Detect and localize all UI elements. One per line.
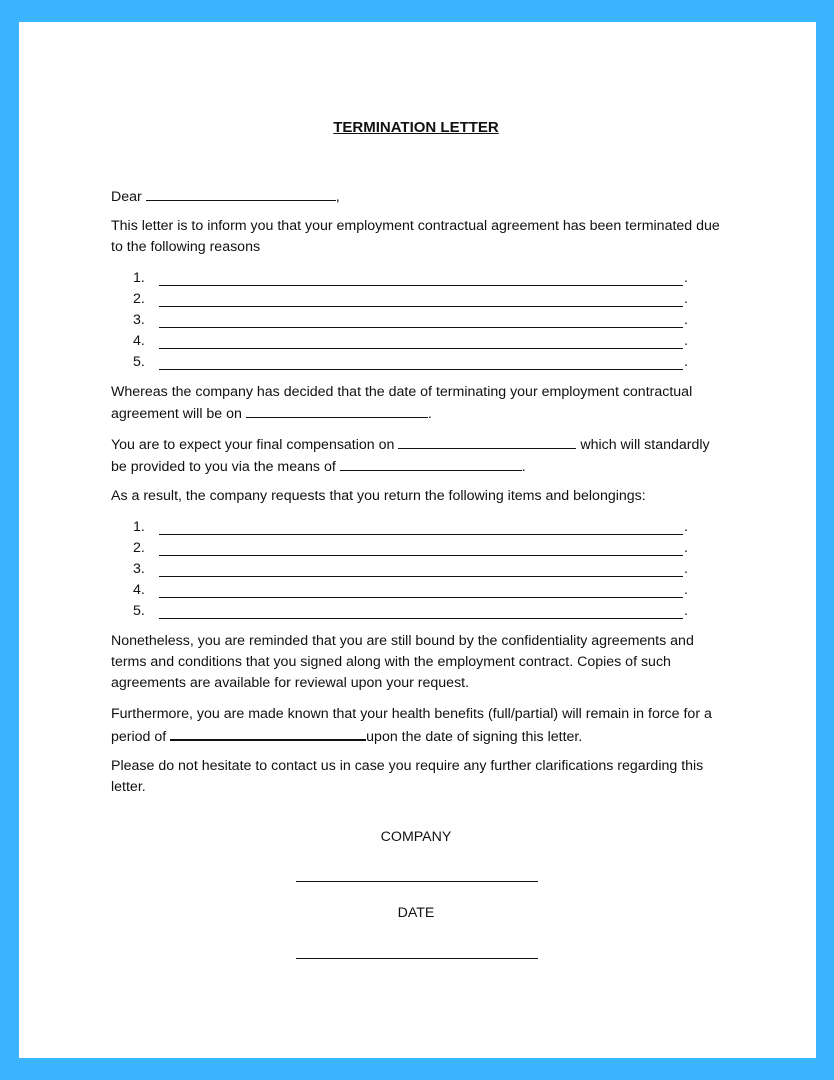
reason-blank[interactable] [159,292,683,307]
termination-date-end: . [427,406,432,422]
compensation-text-before: You are to expect your final compensation on [111,437,395,453]
list-item-number: 5. [133,354,145,370]
letter-page [19,22,816,1058]
list-item [111,268,721,289]
items-list [111,517,721,622]
recipient-name-blank[interactable] [146,186,336,201]
benefits-paragraph [111,704,723,748]
list-item [111,538,721,559]
items-intro-paragraph: As a result, the company requests that you return the following items and belongings: [111,488,646,504]
list-item-end: . [684,603,688,619]
list-item [111,601,721,622]
list-item-end: . [684,540,688,556]
list-item-end: . [684,354,688,370]
date-signature-line[interactable] [296,958,538,959]
list-item-number: 1. [133,270,145,286]
compensation-text-end: . [521,459,526,475]
compensation-date-blank[interactable] [398,434,576,449]
compensation-paragraph [111,434,723,478]
closing-paragraph: Please do not hesitate to contact us in case you require any further clarifications regarding this letter. [111,758,704,795]
benefits-text-before: Furthermore, you are made known that your health benefits (full/partial) will remain in force for a period of [111,706,712,745]
item-blank[interactable] [159,604,683,619]
reason-blank[interactable] [159,355,683,370]
list-item [111,517,721,538]
list-item-end: . [684,561,688,577]
termination-date-paragraph [111,382,723,425]
list-item-end: . [684,519,688,535]
list-item-number: 3. [133,561,145,577]
item-blank[interactable] [159,520,683,535]
reasons-list [111,268,721,373]
compensation-means-blank[interactable] [340,456,522,471]
company-signature-line[interactable] [296,881,538,882]
item-blank[interactable] [159,562,683,577]
list-item [111,331,721,352]
date-label: DATE [397,905,435,921]
list-item-number: 3. [133,312,145,328]
company-label: COMPANY [380,829,452,845]
reason-blank[interactable] [159,313,683,328]
intro-paragraph: This letter is to inform you that your employment contractual agreement has been terminated due to the following reasons [111,218,720,255]
benefits-text-after: upon the date of signing this letter. [366,729,583,745]
item-blank[interactable] [159,583,683,598]
list-item-end: . [684,333,688,349]
list-item [111,559,721,580]
reason-blank[interactable] [159,271,683,286]
termination-date-text: Whereas the company has decided that the date of terminating your employment contractual agreement will be on [111,384,693,422]
list-item-number: 2. [133,540,145,556]
list-item-end: . [684,312,688,328]
list-item-number: 5. [133,603,145,619]
salutation-prefix: Dear [111,189,142,205]
termination-date-blank[interactable] [246,403,428,418]
list-item-number: 4. [133,582,145,598]
confidentiality-paragraph: Nonetheless, you are reminded that you are still bound by the confidentiality agreements and terms and conditions that you signed along with the employment contract. Copies of such agreements are available for reviewal upon your request. [111,633,694,691]
list-item [111,580,721,601]
salutation-suffix: , [335,189,340,205]
list-item [111,310,721,331]
compensation-text-middle: which will standardly be provided to you via the means of [111,437,710,475]
list-item-number: 2. [133,291,145,307]
list-item-end: . [684,291,688,307]
item-blank[interactable] [159,541,683,556]
list-item [111,352,721,373]
reason-blank[interactable] [159,334,683,349]
list-item [111,289,721,310]
list-item-end: . [684,270,688,286]
salutation [111,186,723,208]
list-item-number: 4. [133,333,145,349]
list-item-number: 1. [133,519,145,535]
benefits-period-blank[interactable] [170,725,366,741]
letter-title: TERMINATION LETTER [333,119,499,136]
list-item-end: . [684,582,688,598]
